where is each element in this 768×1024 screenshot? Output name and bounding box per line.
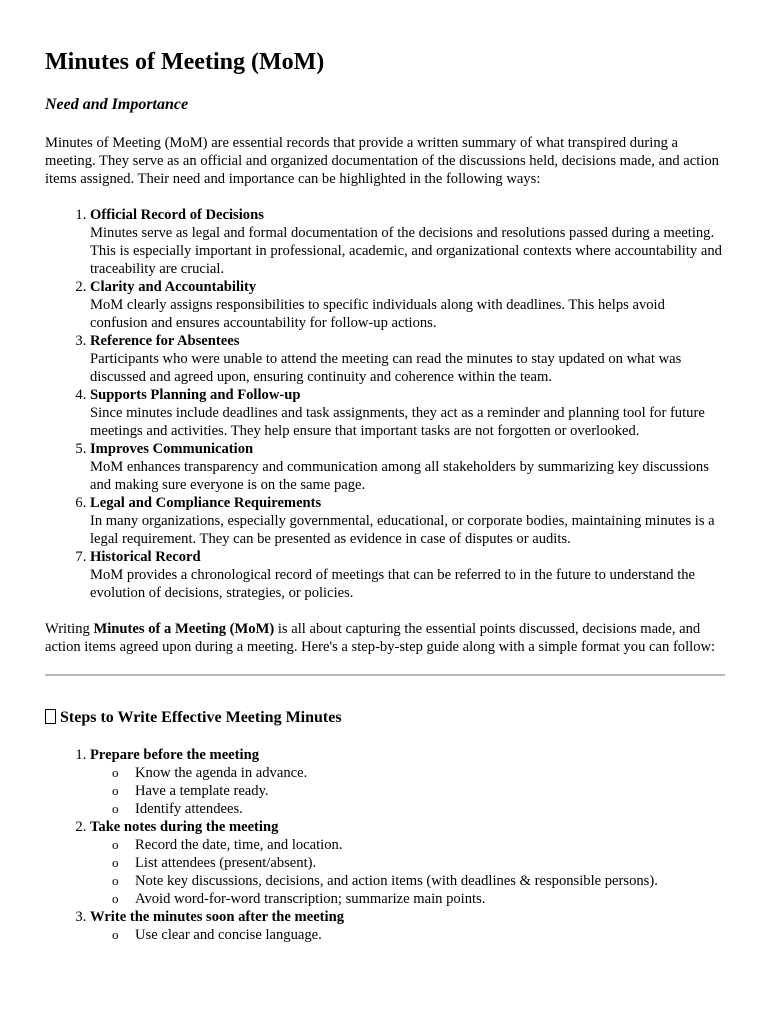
bullet-glyph: o — [112, 927, 119, 942]
step-subitem — [112, 836, 725, 854]
steps-list — [45, 746, 725, 944]
step-title: Take notes during the meeting — [90, 819, 279, 835]
importance-item-title: 5. Improves Communication — [90, 441, 254, 457]
importance-item-body: Participants who were unable to attend the meeting can read the minutes to stay updated on what was discussed and agreed upon, ensuring continuity and coherence within the team. — [90, 351, 682, 385]
bullet-glyph: o — [112, 873, 119, 888]
bullet-glyph: o — [112, 837, 119, 852]
importance-item — [90, 548, 725, 602]
writing-suffix: is all about capturing the essential points discussed, decisions made, and action items agreed upon during a meeting. Here's a step-by-step guide along with a simple format you can follow: — [45, 621, 716, 655]
writing-prefix: Writing — [45, 621, 94, 637]
importance-item — [90, 332, 725, 386]
step-sublist — [90, 836, 725, 908]
step-subitem-text: Have a template ready. — [135, 783, 269, 799]
importance-item-body: MoM provides a chronological record of meetings that can be referred to in the future to understand the evolution of decisions, strategies, or policies. — [90, 567, 696, 601]
writing-bold: Minutes of a Meeting (MoM) — [93, 621, 275, 637]
missing-glyph-box-icon — [45, 709, 56, 724]
step-subitem-text: Identify attendees. — [135, 801, 243, 817]
importance-list — [45, 206, 725, 602]
step-sublist — [90, 926, 725, 944]
steps-heading-text: Steps to Write Effective Meeting Minutes — [60, 709, 342, 726]
step-item — [90, 746, 725, 818]
step-subitem — [112, 800, 725, 818]
importance-item-title: 2. Clarity and Accountability — [90, 279, 257, 295]
bullet-glyph: o — [112, 783, 119, 798]
importance-item-body: Since minutes include deadlines and task assignments, they act as a reminder and planning tool for future meetings and activities. They help ensure that important tasks are not forgotten or overlooked. — [90, 405, 705, 439]
writing-paragraph — [45, 620, 725, 656]
step-subitem — [112, 854, 725, 872]
importance-item — [90, 386, 725, 440]
step-subitem-text: List attendees (present/absent). — [135, 855, 317, 871]
importance-item — [90, 494, 725, 548]
step-subitem — [112, 872, 725, 890]
step-title: Write the minutes soon after the meeting — [90, 909, 344, 925]
bullet-glyph: o — [112, 801, 119, 816]
importance-item — [90, 440, 725, 494]
step-subitem-text: Use clear and concise language. — [135, 927, 322, 943]
step-subitem-text: Know the agenda in advance. — [135, 765, 308, 781]
step-subitem-text: Avoid word-for-word transcription; summarize main points. — [135, 891, 486, 907]
bullet-glyph: o — [112, 891, 119, 906]
step-item — [90, 908, 725, 944]
step-sublist — [90, 764, 725, 818]
step-subitem — [112, 764, 725, 782]
bullet-glyph: o — [112, 765, 119, 780]
page-title: Minutes of Meeting (MoM) — [45, 49, 325, 75]
importance-item — [90, 278, 725, 332]
document-page — [45, 46, 725, 944]
importance-item-title: 7. Historical Record — [90, 549, 201, 565]
intro-paragraph: Minutes of Meeting (MoM) are essential records that provide a written summary of what transpired during a meeting. They serve as an official and organized documentation of the discussions held, decisions made, and action items assigned. Their need and importance can be highlighted in the following ways: — [45, 135, 719, 187]
importance-item-body: In many organizations, especially governmental, educational, or corporate bodies, maintaining minutes is a legal requirement. They can be presented as evidence in case of disputes or audits. — [90, 513, 715, 547]
importance-item-title: 6. Legal and Compliance Requirements — [90, 495, 322, 511]
section-subtitle: Need and Importance — [45, 96, 189, 113]
importance-item-body: MoM clearly assigns responsibilities to specific individuals along with deadlines. This helps avoid confusion and ensures accountability for follow-up actions. — [90, 297, 665, 331]
importance-item — [90, 206, 725, 278]
step-subitem-text: Record the date, time, and location. — [135, 837, 343, 853]
importance-item-title: 3. Reference for Absentees — [90, 333, 240, 349]
step-item — [90, 818, 725, 908]
steps-heading — [45, 708, 725, 728]
step-subitem — [112, 926, 725, 944]
step-subitem — [112, 782, 725, 800]
bullet-glyph: o — [112, 855, 119, 870]
importance-item-body: MoM enhances transparency and communication among all stakeholders by summarizing key discussions and making sure everyone is on the same page. — [90, 459, 709, 493]
step-subitem-text: Note key discussions, decisions, and action items (with deadlines & responsible persons). — [135, 873, 658, 889]
importance-item-title: 1. Official Record of Decisions — [90, 207, 264, 223]
importance-item-title: 4. Supports Planning and Follow-up — [90, 387, 301, 403]
section-divider — [45, 674, 725, 676]
step-subitem — [112, 890, 725, 908]
importance-item-body: Minutes serve as legal and formal documentation of the decisions and resolutions passed during a meeting. This is especially important in professional, academic, and organizational contexts where accountability and traceability are crucial. — [90, 225, 722, 277]
step-title: Prepare before the meeting — [90, 747, 259, 763]
